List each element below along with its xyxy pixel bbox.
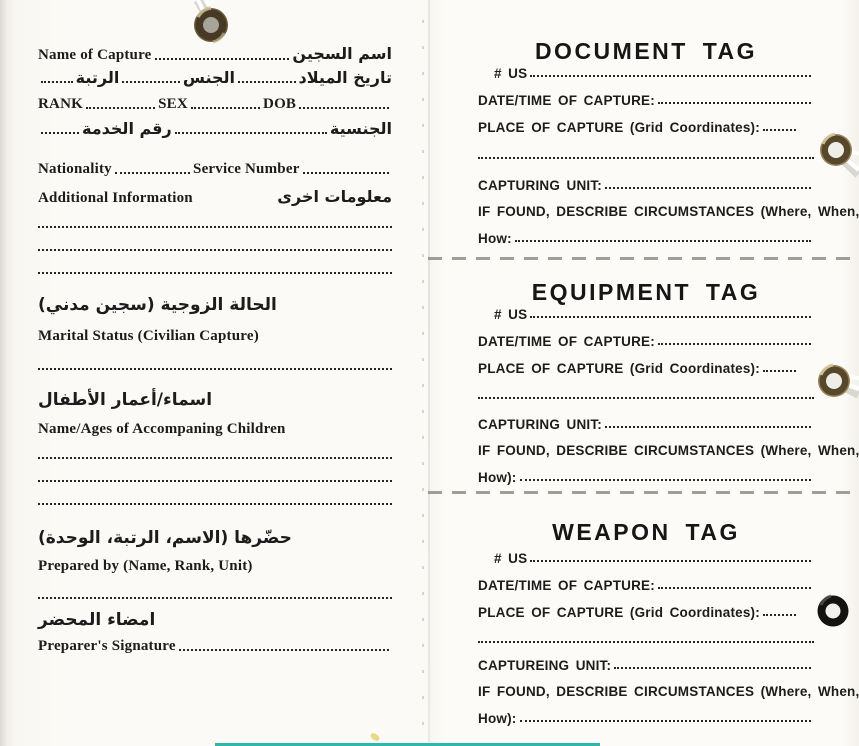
dotted-leader <box>115 172 190 174</box>
how-label: How: <box>478 231 512 246</box>
cut-line <box>428 257 859 260</box>
dotted-leader <box>658 587 811 589</box>
if-found-label: IF FOUND, DESCRIBE CIRCUMSTANCES (Where, When, <box>478 684 859 699</box>
dob-arabic-label: تاريخ الميلاد <box>298 68 392 87</box>
marital-status-label: Marital Status (Civilian Capture) <box>38 328 259 344</box>
nationality-arabic-label: الجنسية <box>329 119 392 138</box>
dotted-leader <box>530 560 811 562</box>
dotted-leader <box>530 75 811 77</box>
document-tag-how-field <box>478 231 814 246</box>
field-rank-sex-dob <box>38 96 392 113</box>
children-label: Name/Ages of Accompaning Children <box>38 421 286 437</box>
datetime-of-capture-label: DATE/TIME OF CAPTURE: <box>478 334 655 349</box>
dotted-leader <box>515 240 811 242</box>
marital-status-arabic-label: الحالة الزوجية (سجين مدني) <box>38 295 277 315</box>
additional-information-label: Additional Information <box>38 190 193 206</box>
dotted-leader <box>303 172 389 174</box>
dotted-leader <box>658 102 811 104</box>
dotted-leader <box>122 81 180 83</box>
tags-page <box>430 0 859 746</box>
preparer-signature-label: Preparer's Signature <box>38 638 176 654</box>
place-of-capture-label: PLACE OF CAPTURE (Grid Coordinates): <box>478 120 760 135</box>
dotted-leader <box>530 316 811 318</box>
us-number-label: # US <box>494 66 528 81</box>
nationality-label: Nationality <box>38 161 112 177</box>
prepared-by-arabic-label: حضّرها (الاسم، الرتبة، الوحدة) <box>38 528 292 548</box>
dotted-leader <box>763 614 796 616</box>
datetime-of-capture-label: DATE/TIME OF CAPTURE: <box>478 93 655 108</box>
blank-write-in-line <box>38 272 392 274</box>
cut-line <box>428 491 859 494</box>
field-dob-sex-rank-arabic <box>38 68 392 87</box>
place-of-capture-label: PLACE OF CAPTURE (Grid Coordinates): <box>478 361 760 376</box>
blank-write-in-line <box>38 480 392 482</box>
dotted-leader <box>175 132 327 134</box>
prepared-by-label: Prepared by (Name, Rank, Unit) <box>38 558 253 574</box>
name-of-capture-label: Name of Capture <box>38 47 152 63</box>
children-arabic-label: اسماء/أعمار الأطفال <box>38 390 213 410</box>
dotted-leader <box>605 187 811 189</box>
datetime-of-capture-label: DATE/TIME OF CAPTURE: <box>478 578 655 593</box>
name-of-capture-arabic-label: اسم السجين <box>292 44 392 63</box>
if-found-label: IF FOUND, DESCRIBE CIRCUMSTANCES (Where, When, <box>478 204 859 219</box>
weapon-tag-how-field <box>478 711 814 726</box>
document-tag-datetime-field <box>478 93 814 108</box>
dotted-leader <box>155 58 290 60</box>
sex-label: SEX <box>158 96 188 112</box>
blank-write-in-line <box>478 641 814 643</box>
preparer-signature-arabic-label: امضاء المحضر <box>38 610 156 630</box>
dotted-leader <box>658 343 811 345</box>
us-number-label: # US <box>494 307 528 322</box>
service-number-arabic-label: رقم الخدمة <box>82 119 172 138</box>
blank-write-in-line <box>478 397 814 399</box>
blank-write-in-line <box>38 597 392 599</box>
grommet-icon <box>806 120 859 184</box>
dob-label: DOB <box>263 96 297 112</box>
weapon-tag-number-field <box>478 551 814 566</box>
sex-arabic-label: الجنس <box>182 68 236 87</box>
dotted-leader <box>179 649 389 651</box>
field-nationality-service <box>38 161 392 178</box>
place-of-capture-label: PLACE OF CAPTURE (Grid Coordinates): <box>478 605 760 620</box>
us-number-label: # US <box>494 551 528 566</box>
document-tag-title: DOCUMENT TAG <box>534 38 758 64</box>
grommet-icon <box>180 0 244 52</box>
equipment-tag-datetime-field <box>478 334 814 349</box>
grommet-icon <box>812 590 859 634</box>
dotted-leader <box>614 667 811 669</box>
document-tag-unit-field <box>478 178 814 193</box>
blank-write-in-line <box>38 249 392 251</box>
weapon-tag-place-field <box>478 605 814 620</box>
field-nationality-service-arabic <box>38 119 392 138</box>
capturing-unit-label: CAPTURING UNIT: <box>478 178 602 193</box>
weapon-tag-unit-field <box>478 658 814 673</box>
how-label: How): <box>478 470 517 485</box>
service-number-label: Service Number <box>193 161 300 177</box>
grommet-icon <box>804 352 859 412</box>
document-tag-place-field <box>478 120 814 135</box>
dotted-leader <box>763 129 796 131</box>
capturing-unit-label: CAPTUREING UNIT: <box>478 658 612 673</box>
rank-arabic-label: الرتبة <box>75 68 120 87</box>
blank-write-in-line <box>38 226 392 228</box>
blank-write-in-line <box>38 368 392 370</box>
blank-write-in-line <box>38 457 392 459</box>
equipment-tag-place-field <box>478 361 814 376</box>
dotted-leader <box>86 107 155 109</box>
page-fold-line <box>428 0 430 746</box>
rank-label: RANK <box>38 96 83 112</box>
equipment-tag-how-field <box>478 470 814 485</box>
if-found-label: IF FOUND, DESCRIBE CIRCUMSTANCES (Where, When, <box>478 443 859 458</box>
stitch-marks <box>422 20 424 730</box>
dotted-leader <box>299 107 389 109</box>
equipment-tag-unit-field <box>478 417 814 432</box>
dotted-leader <box>520 720 812 722</box>
dotted-leader <box>238 81 296 83</box>
additional-information-arabic-label: معلومات اخرى <box>277 187 392 206</box>
field-preparer-signature <box>38 638 392 655</box>
document-tag-number-field <box>478 66 814 81</box>
equipment-tag-title: EQUIPMENT TAG <box>531 279 761 305</box>
dotted-leader <box>41 132 79 134</box>
weapon-tag-datetime-field <box>478 578 814 593</box>
field-additional-information <box>38 187 392 207</box>
how-label: How): <box>478 711 517 726</box>
equipment-tag-number-field <box>478 307 814 322</box>
weapon-tag-title: WEAPON TAG <box>552 519 740 545</box>
dotted-leader <box>763 370 796 372</box>
dotted-leader <box>605 426 811 428</box>
dotted-leader <box>41 81 73 83</box>
dotted-leader <box>191 107 260 109</box>
dotted-leader <box>520 479 812 481</box>
blank-write-in-line <box>38 503 392 505</box>
blank-write-in-line <box>478 157 814 159</box>
capturing-unit-label: CAPTURING UNIT: <box>478 417 602 432</box>
